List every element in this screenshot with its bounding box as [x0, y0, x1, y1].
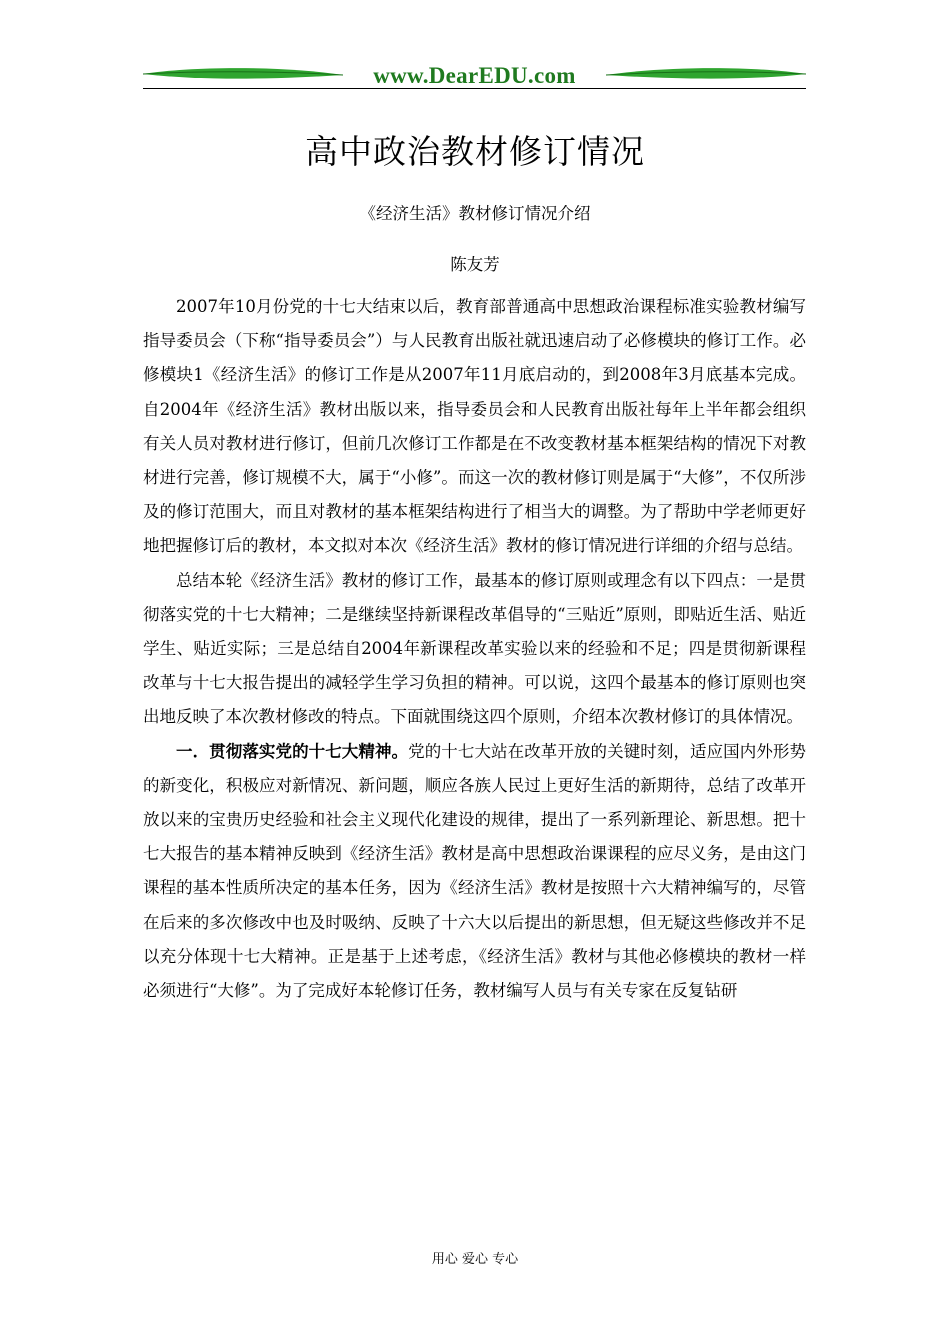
page-footer: 用心 爱心 专心: [431, 1252, 519, 1267]
site-url: www.DearEDU.com: [373, 63, 576, 88]
paragraph-text: 党的十七大站在改革开放的关键时刻，适应国内外形势的新变化，积极应对新情况、新问题，顺应各族人民过上更好生活的新期待，总结了改革开放以来的宝贵历史经验和社会主义现代化建设的规律，提出了一系列新理论、新思想。把十七大报告的基本精神反映到《经济生活》教材是高中思想政治课课程的应尽义务，是由这门课程的基本性质所决定的基本任务，因为《经济生活》教材是按照十六大精神编写的，尽管在后来的多次修改中也及时吸纳、反映了十六大以后提出的新思想，但无疑这些修改并不足以充分体现十七大精神。正是基于上述考虑，《经济生活》教材与其他必修模块的教材一样必须进行“大修”。为了完成好本轮修订任务，教材编写人员与有关专家在反复钻研: [143, 741, 807, 1001]
page-title: 高中政治教材修订情况: [305, 132, 645, 171]
paragraph-text: 总结本轮《经济生活》教材的修订工作，最基本的修订原则或理念有以下四点：一是贯彻落实党的十七大精神；二是继续坚持新课程改革倡导的“三贴近”原则，即贴近生活、贴近学生、贴近实际；三是总结自2004年新课程改革实验以来的经验和不足；四是贯彻新课程改革与十七大报告提出的减轻学生学习负担的精神。可以说，这四个最基本的修订原则也突出地反映了本次教材修改的特点。下面就围绕这四个原则，介绍本次教材修订的具体情况。: [143, 570, 806, 727]
subtitle: 《经济生活》教材修订情况介绍: [359, 204, 591, 223]
author: 陈友芳: [450, 255, 500, 274]
paragraph: [143, 290, 806, 564]
paragraph: [143, 564, 806, 735]
site-header: [143, 62, 806, 92]
header-rule: [143, 88, 806, 89]
paragraph: [143, 735, 806, 1009]
section-heading: 一．贯彻落实党的十七大精神。: [176, 741, 409, 761]
paragraph-text: 2007年10月份党的十七大结束以后，教育部普通高中思想政治课程标准实验教材编写指导委员会（下称“指导委员会”）与人民教育出版社就迅速启动了必修模块的修订工作。必修模块1《经济生活》的修订工作是从2007年11月底启动的，到2008年3月底基本完成。自2004年《经济生活》教材出版以来，指导委员会和人民教育出版社每年上半年都会组织有关人员对教材进行修订，但前几次修订工作都是在不改变教材基本框架结构的情况下对教材进行完善，修订规模不大，属于“小修”。而这一次的教材修订则是属于“大修”，不仅所涉及的修订范围大，而且对教材的基本框架结构进行了相当大的调整。为了帮助中学老师更好地把握修订后的教材，本文拟对本次《经济生活》教材的修订情况进行详细的介绍与总结。: [143, 297, 806, 556]
article-body: [143, 290, 806, 1008]
